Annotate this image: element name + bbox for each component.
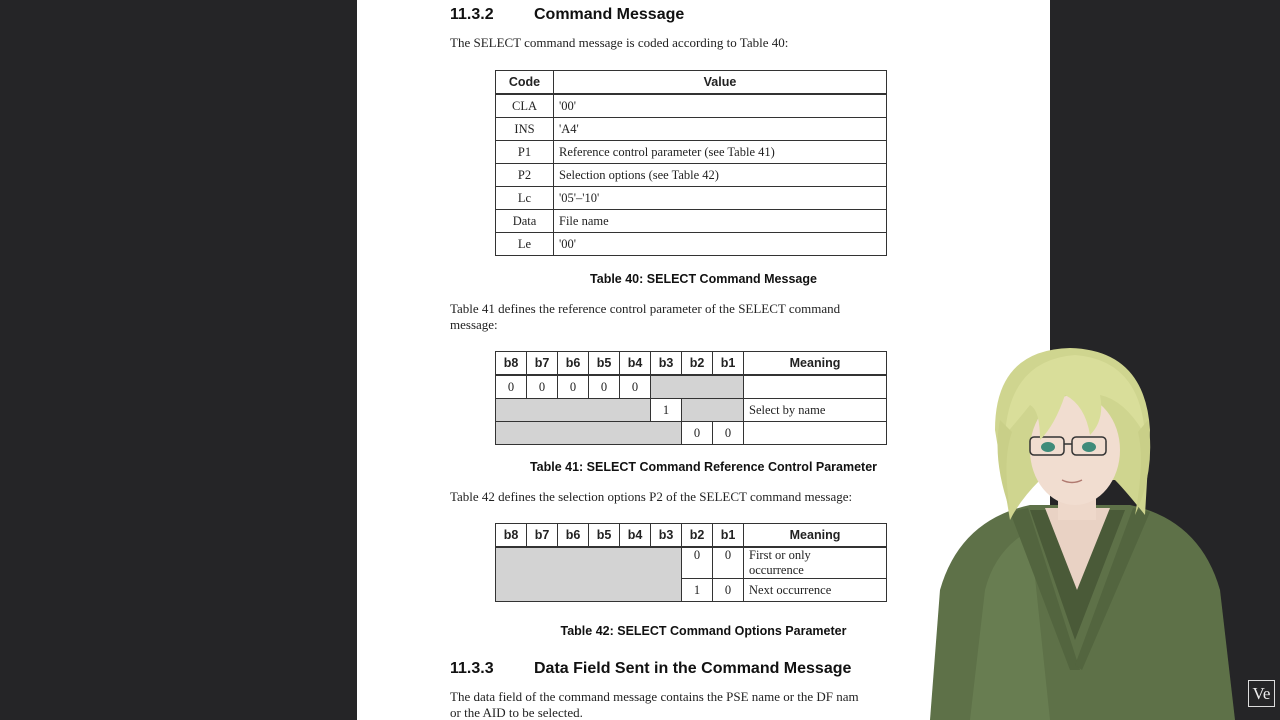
bit-cell: 0	[682, 547, 713, 579]
cell-code: Le	[496, 233, 554, 256]
bit-cell: 0	[713, 547, 744, 579]
column-header-meaning: Meaning	[744, 524, 887, 548]
bit-cell: 0	[496, 375, 527, 399]
column-header-b5: b5	[589, 524, 620, 548]
column-header-code: Code	[496, 71, 554, 95]
paragraph-line: or the AID to be selected.	[450, 705, 583, 720]
section-number: 11.3.2	[450, 6, 494, 23]
cell-value: 'A4'	[554, 118, 887, 141]
section-heading-11-3-2	[450, 6, 684, 24]
cell-code: INS	[496, 118, 554, 141]
cell-code: P2	[496, 164, 554, 187]
column-header-b4: b4	[620, 352, 651, 376]
shaded-cell	[496, 422, 682, 445]
column-header-b2: b2	[682, 352, 713, 376]
meaning-cell: Select by name	[744, 399, 887, 422]
table-row	[496, 141, 887, 164]
bit-cell: 0	[713, 422, 744, 445]
cell-value: '05'–'10'	[554, 187, 887, 210]
table-40	[495, 70, 887, 256]
cell-value: '00'	[554, 233, 887, 256]
bit-cell: 0	[713, 579, 744, 602]
table-row	[496, 422, 887, 445]
section-title: Data Field Sent in the Command Message	[534, 660, 852, 677]
table-40-caption: Table 40: SELECT Command Message	[590, 272, 817, 286]
paragraph-table-41-intro	[450, 301, 840, 333]
meaning-cell	[744, 547, 887, 579]
meaning-cell	[744, 422, 887, 445]
column-header-b6: b6	[558, 524, 589, 548]
table-row	[496, 187, 887, 210]
cell-value: '00'	[554, 94, 887, 118]
bit-cell: 0	[620, 375, 651, 399]
shaded-cell	[651, 375, 744, 399]
column-header-b6: b6	[558, 352, 589, 376]
shaded-cell	[682, 399, 744, 422]
vtuber-avatar	[900, 340, 1260, 720]
cell-value: File name	[554, 210, 887, 233]
bit-cell: 0	[682, 422, 713, 445]
channel-logo: Ve	[1248, 680, 1275, 707]
column-header-b3: b3	[651, 352, 682, 376]
cell-code: Data	[496, 210, 554, 233]
column-header-b4: b4	[620, 524, 651, 548]
column-header-meaning: Meaning	[744, 352, 887, 376]
table-row	[496, 164, 887, 187]
table-42-caption: Table 42: SELECT Command Options Parameter	[560, 624, 847, 638]
table-row	[496, 94, 887, 118]
meaning-line: occurrence	[749, 563, 804, 577]
column-header-b1: b1	[713, 352, 744, 376]
paragraph-data-field	[450, 689, 859, 720]
cell-code: P1	[496, 141, 554, 164]
section-number: 11.3.3	[450, 660, 494, 677]
section-heading-11-3-3	[450, 660, 851, 678]
bit-cell: 0	[589, 375, 620, 399]
paragraph-intro: The SELECT command message is coded according to Table 40:	[450, 35, 789, 50]
bit-cell: 1	[651, 399, 682, 422]
meaning-cell: Next occurrence	[744, 579, 887, 602]
column-header-value: Value	[554, 71, 887, 95]
table-41	[495, 351, 887, 445]
meaning-line: First or only	[749, 548, 811, 562]
paragraph-line: Table 41 defines the reference control parameter of the SELECT command	[450, 301, 841, 316]
bit-cell: 1	[682, 579, 713, 602]
table-row	[496, 118, 887, 141]
table-row	[496, 399, 887, 422]
column-header-b5: b5	[589, 352, 620, 376]
cell-value: Selection options (see Table 42)	[554, 164, 887, 187]
table-row	[496, 375, 887, 399]
paragraph-line: The data field of the command message contains the PSE name or the DF nam	[450, 689, 859, 704]
table-42	[495, 523, 887, 602]
column-header-b7: b7	[527, 524, 558, 548]
table-row	[496, 210, 887, 233]
table-41-caption: Table 41: SELECT Command Reference Control Parameter	[529, 460, 878, 474]
cell-code: Lc	[496, 187, 554, 210]
meaning-cell	[744, 375, 887, 399]
column-header-b8: b8	[496, 352, 527, 376]
column-header-b1: b1	[713, 524, 744, 548]
bit-cell: 0	[527, 375, 558, 399]
bit-cell: 0	[558, 375, 589, 399]
table-row	[496, 547, 887, 579]
column-header-b3: b3	[651, 524, 682, 548]
shaded-cell	[496, 547, 682, 602]
column-header-b2: b2	[682, 524, 713, 548]
paragraph-line: message:	[450, 317, 498, 332]
shaded-cell	[496, 399, 651, 422]
cell-value: Reference control parameter (see Table 41)	[554, 141, 887, 164]
column-header-b8: b8	[496, 524, 527, 548]
section-title: Command Message	[534, 6, 685, 23]
table-row	[496, 233, 887, 256]
paragraph-table-42-intro: Table 42 defines the selection options P2 of the SELECT command message:	[450, 489, 853, 504]
cell-code: CLA	[496, 94, 554, 118]
column-header-b7: b7	[527, 352, 558, 376]
